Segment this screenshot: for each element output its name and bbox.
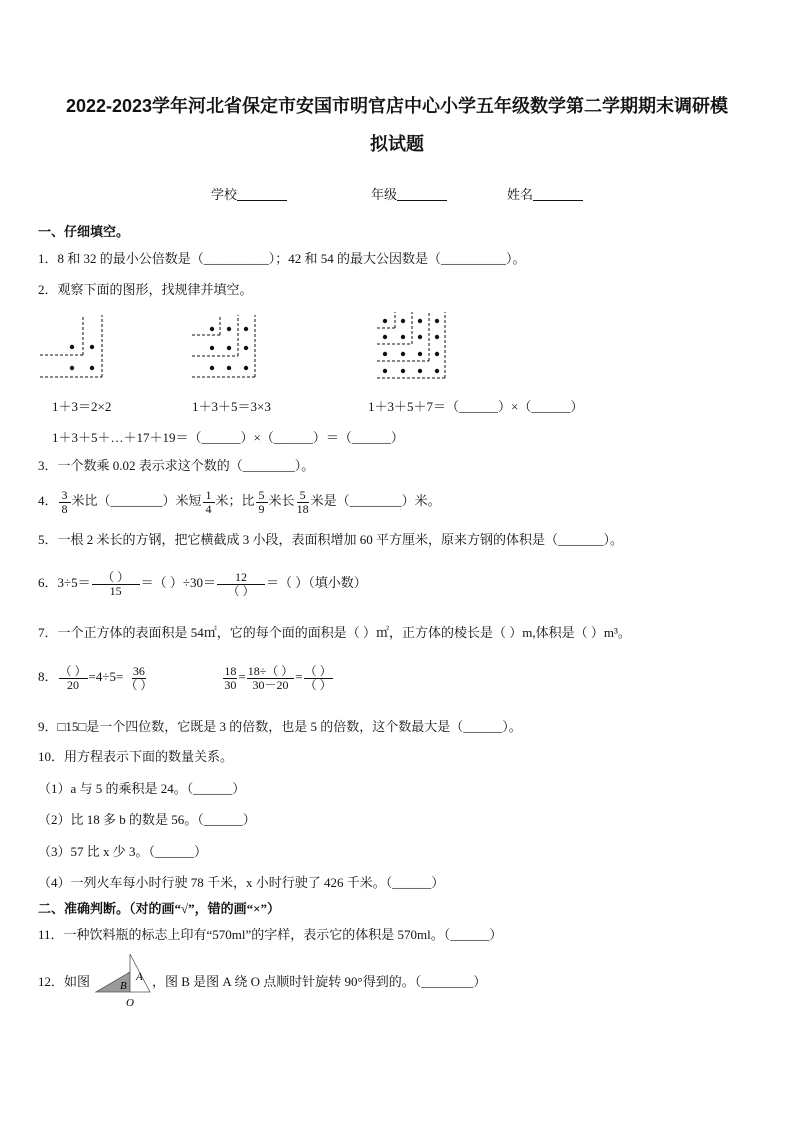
fraction: $\frac{12}{( )}$ <box>217 571 265 598</box>
question-10-3: （3）57 比 x 少 3。（______） <box>38 844 208 859</box>
fraction: $\frac{36}{( )}$ <box>125 663 153 692</box>
section-1-heading: 一、仔细填空。 <box>38 224 130 239</box>
name-field[interactable] <box>507 184 583 203</box>
fraction: $\frac{( )}{15}$ <box>92 571 140 598</box>
label-o: O <box>126 997 134 1008</box>
question-12: 12．如图 ，图 B 是图 A 绕 O 点顺时针旋转 90°得到的。（________） <box>38 974 487 989</box>
question-10-1: （1）a 与 5 的乘积是 24。（______） <box>38 781 246 796</box>
fraction: $\frac{1}{4}$ <box>203 489 215 516</box>
question-9: 9．□15□是一个四位数，它既是 3 的倍数，也是 5 的倍数，这个数最大是（______）。 <box>38 719 522 734</box>
fraction: $\frac{5}{9}$ <box>256 489 268 516</box>
question-2: 2．观察下面的图形，找规律并填空。 <box>38 282 253 297</box>
question-8: 8． $\frac{( )}{20}$ =4÷5= $\frac{36}{( )}$ $\frac{18}{30}$ = $\frac{18\div( )}{30-20}$ = $\frac{( )}{( )}$ <box>38 663 332 692</box>
school-field[interactable] <box>211 184 287 203</box>
page-title: 2022-2023学年河北省保定市安国市明官店中心小学五年级数学第二学期期末调研模 <box>65 96 729 116</box>
fraction: $\frac{18\div( )}{30-20}$ <box>247 663 294 692</box>
label-a: A <box>136 971 143 983</box>
fraction: $\frac{( )}{20}$ <box>59 663 87 692</box>
fraction: $\frac{5}{18}$ <box>296 487 309 516</box>
fraction: $\frac{( )}{( )}$ <box>304 663 332 692</box>
grade-label: 年级 <box>371 187 398 202</box>
dot-pattern-figure-2 <box>190 313 260 383</box>
question-5: 5．一根 2 米长的方钢，把它横截成 3 小段，表面积增加 60 平方厘米，原来方钢的体积是（_______）。 <box>38 532 624 547</box>
label-b: B <box>120 980 127 992</box>
school-label: 学校 <box>211 187 238 202</box>
question-7: 7．一个正方体的表面积是 54㎡，它的每个面的面积是（ ）㎡，正方体的棱长是（ ）m,体积是（ ）m³。 <box>38 625 631 640</box>
name-label: 姓名 <box>507 187 534 202</box>
question-10-4: （4）一列火车每小时行驶 78 千米，x 小时行驶了 426 千米。（______） <box>38 875 445 890</box>
question-11: 11．一种饮料瓶的标志上印有“570ml”的字样，表示它的体积是 570ml。（______） <box>38 927 503 942</box>
q2-equation-1: 1＋3＝2×2 <box>52 399 112 414</box>
q2-equation-2: 1＋3＋5＝3×3 <box>192 399 271 414</box>
question-10: 10．用方程表示下面的数量关系。 <box>38 749 234 764</box>
page-title-cont: 拟试题 <box>370 134 424 154</box>
dot-pattern-figure-1 <box>38 313 108 383</box>
fraction: $\frac{18}{30}$ <box>224 663 237 692</box>
grade-field[interactable] <box>371 184 447 203</box>
rotation-triangle-figure <box>92 950 154 1008</box>
section-2-heading: 二、准确判断。（对的画“√”，错的画“×”） <box>38 901 281 916</box>
dot-pattern-figure-3 <box>375 310 450 384</box>
fraction: $\frac{3}{8}$ <box>59 489 71 516</box>
q2-equation-3: 1＋3＋5＋7＝（______）×（______） <box>368 399 584 414</box>
question-4: 4． $\frac{3}{8}$ 米比（________）米短 $\frac{1}{4}$ 米；比 $\frac{5}{9}$ 米长 $\frac{5}{18}$ 米是（________）米。 <box>38 487 441 516</box>
question-10-2: （2）比 18 多 b 的数是 56。（______） <box>38 812 256 827</box>
question-6: 6．3÷5＝ $\frac{( )}{15}$ ＝（ ）÷30＝ $\frac{12}{( )}$ ＝（ ）（填小数） <box>38 569 367 598</box>
q2-equation-4: 1＋3＋5＋…＋17＋19＝（______）×（______）＝（______） <box>52 430 404 445</box>
question-3: 3．一个数乘 0.02 表示求这个数的（________）。 <box>38 458 315 473</box>
question-1: 1．8 和 32 的最小公倍数是（__________）；42 和 54 的最大公因数是（__________）。 <box>38 251 526 266</box>
